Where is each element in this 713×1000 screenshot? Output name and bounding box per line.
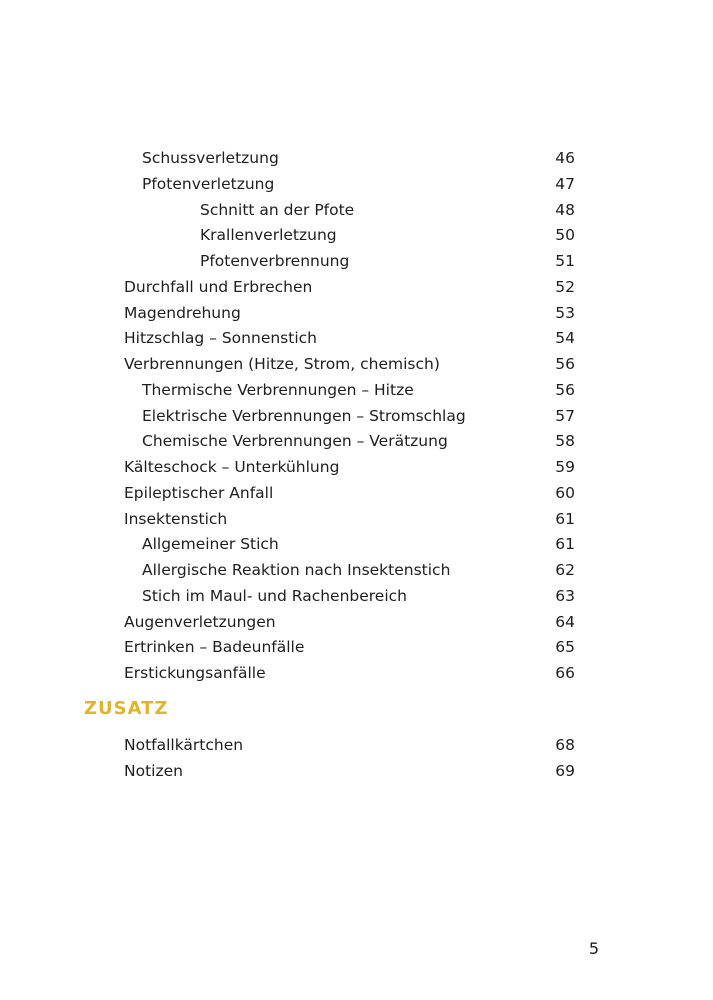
- toc-entry-label: Thermische Verbrennungen – Hitze: [142, 380, 414, 399]
- toc-entry-label: Schussverletzung: [142, 149, 279, 167]
- toc-entry-label: Krallenverletzung: [200, 226, 337, 245]
- toc-entry[interactable]: [0, 326, 713, 352]
- toc-entry-label: Ertrinken – Badeunfälle: [124, 638, 305, 657]
- section-heading-zusatz: ZUSATZ: [84, 698, 169, 719]
- toc-entry-label: Augenverletzungen: [124, 612, 276, 631]
- toc-entry-label: Schnitt an der Pfote: [200, 200, 355, 219]
- toc-entry-page: 68: [555, 736, 575, 754]
- toc-entry[interactable]: [0, 635, 713, 661]
- toc-entry[interactable]: [0, 223, 713, 249]
- toc-entry-label: Stich im Maul- und Rachenbereich: [142, 586, 407, 605]
- toc-entry[interactable]: [0, 301, 713, 327]
- toc-entry-label: Allgemeiner Stich: [142, 535, 279, 554]
- toc-entry-page: 64: [555, 612, 575, 631]
- toc-entry[interactable]: [0, 275, 713, 301]
- toc-entry-page: 51: [555, 252, 575, 270]
- toc-entry-page: 54: [555, 329, 575, 348]
- toc-entry-page: 56: [555, 380, 575, 399]
- toc-entry-label: Insektenstich: [124, 509, 228, 528]
- toc-entry[interactable]: [0, 378, 713, 404]
- toc-entry[interactable]: [0, 198, 713, 224]
- toc-entry-page: 57: [555, 406, 575, 425]
- toc-entry-label: Erstickungsanfälle: [124, 664, 266, 682]
- toc-entry[interactable]: [0, 733, 713, 759]
- toc-entry-page: 46: [555, 149, 575, 167]
- toc-entry-page: 58: [555, 432, 575, 451]
- toc-entry-label: Verbrennungen (Hitze, Strom, chemisch): [124, 355, 440, 373]
- toc-entry-page: 52: [555, 277, 575, 296]
- toc-entry-label: Magendrehung: [124, 303, 241, 322]
- toc-entry-label: Chemische Verbrennungen – Verätzung: [142, 432, 448, 451]
- page-number: 5: [588, 939, 599, 958]
- toc-entry-page: 66: [555, 664, 575, 682]
- toc-entry[interactable]: [0, 481, 713, 507]
- toc-entry-label: Kälteschock – Unterkühlung: [124, 458, 340, 476]
- toc-entry-label: Pfotenverletzung: [142, 174, 275, 193]
- toc-entry-label: Notfallkärtchen: [124, 736, 244, 754]
- toc-entry-page: 62: [555, 561, 575, 579]
- toc-entry[interactable]: [0, 610, 713, 636]
- zusatz-section: [0, 733, 713, 785]
- toc-entry-label: Elektrische Verbrennungen – Stromschlag: [142, 406, 466, 425]
- toc-entry[interactable]: [0, 352, 713, 378]
- toc-entry[interactable]: [0, 759, 713, 785]
- toc-entry[interactable]: [0, 532, 713, 558]
- toc-entry-page: 48: [555, 200, 575, 219]
- toc-entry[interactable]: [0, 404, 713, 430]
- toc-entry-label: Epileptischer Anfall: [124, 483, 274, 502]
- toc-entry[interactable]: [0, 249, 713, 275]
- toc-entry[interactable]: [0, 172, 713, 198]
- toc-entry[interactable]: [0, 429, 713, 455]
- toc-entry-page: 47: [555, 174, 575, 193]
- toc-entry-page: 50: [555, 226, 575, 245]
- table-of-contents: [0, 146, 713, 687]
- toc-entry-page: 60: [555, 483, 575, 502]
- toc-entry[interactable]: [0, 507, 713, 533]
- toc-entry-page: 63: [555, 586, 575, 605]
- toc-entry-label: Durchfall und Erbrechen: [124, 277, 313, 296]
- toc-entry[interactable]: [0, 661, 713, 687]
- toc-entry-label: Notizen: [124, 761, 183, 780]
- toc-entry[interactable]: [0, 146, 713, 172]
- toc-entry-page: 61: [555, 509, 575, 528]
- toc-entry-page: 65: [555, 638, 575, 657]
- toc-entry[interactable]: [0, 584, 713, 610]
- toc-entry-page: 59: [555, 458, 575, 476]
- toc-entry-page: 69: [555, 761, 575, 780]
- toc-entry[interactable]: [0, 558, 713, 584]
- toc-entry-page: 53: [555, 303, 575, 322]
- toc-entry-page: 61: [555, 535, 575, 554]
- toc-entry-page: 56: [555, 355, 575, 373]
- toc-entry-label: Hitzschlag – Sonnenstich: [124, 329, 317, 348]
- toc-entry-label: Pfotenverbrennung: [200, 252, 350, 270]
- toc-entry-label: Allergische Reaktion nach Insektenstich: [142, 561, 451, 579]
- toc-entry[interactable]: [0, 455, 713, 481]
